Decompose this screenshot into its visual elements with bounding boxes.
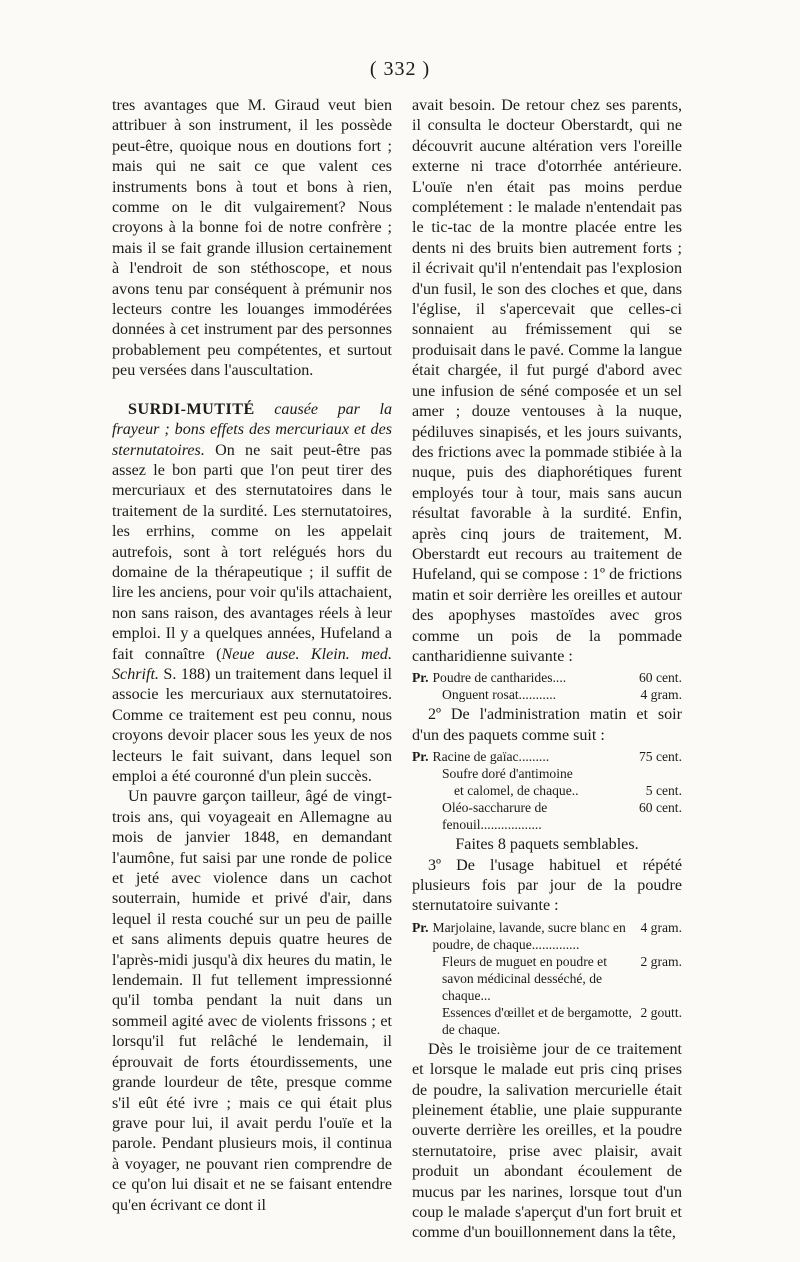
prescription-line: Soufre doré d'antimoine [442, 766, 573, 782]
paragraph-second-step: 2º De l'administration matin et soir d'un des paquets comme suit : [412, 706, 682, 744]
page-number: ( 332 ) [369, 58, 431, 80]
prescription-pommade [412, 669, 682, 703]
prescription-paquets [412, 748, 682, 833]
article-subtitle: causée par la frayeur ; bons effets des mercuriaux et des sternutatoires. [112, 400, 392, 459]
prescription-line: Pr. Racine de gaïac......... 75 cent. [412, 749, 682, 765]
paragraph-stethoscope-end: tres avantages que M. Giraud veut bien attribuer à son instrument, il les possède peut-être, quoique nous en doutions fort ; mais qui ne sait ce que valent ces instruments bons à tout et bons à rien, comme on le dit vulgairement? Nous croyons à la bonne foi de notre confrère ; mais il se fait grande illusion certainement à l'endroit de son stéthoscope, et nous avons tenu par conséquent à prémunir nos lecteurs contre les louanges immodérées données à cet instrument par des personnes probablement peu compétentes, et surtout peu versées dans l'auscultation. [112, 97, 392, 380]
prescription-line: et calomel, de chaque.. 5 cent. [454, 783, 682, 799]
prescription-line: Essences d'œillet et de bergamotte, de chaque. 2 goutt. [442, 1004, 682, 1037]
prescription-line: Pr. Marjolaine, lavande, sucre blanc en poudre, de chaque.............. 4 gram. [412, 919, 682, 952]
article-intro-text-continued: S. 188) un traitement dans lequel il associe les mercuriaux aux sternutatoires. Comme ce traitement est peu connu, nous croyons devoir placer sous les yeux de nos lecteurs le fait suivant, dans lequel son emploi a été couronné d'un plein succès. [112, 665, 392, 785]
prescription-line: Oléo-saccharure de fenouil.................. 60 cent. [442, 800, 682, 833]
paragraph-surdi-mutite [112, 400, 392, 788]
left-column [112, 96, 392, 1216]
right-column [412, 96, 682, 1244]
prescription-line: Onguent rosat........... 4 gram. [442, 687, 682, 703]
paragraph-case-continued: avait besoin. De retour chez ses parents, il consulta le docteur Oberstardt, qui ne découvrit aucune altération vers l'oreille externe ni trace d'otorrhée antérieure. L'ouïe n'en était pas moins perdue complétement : le malade n'entendait pas le tic-tac de la montre placée entre les dents ni des bruits bien autrement forts ; il écrivait qu'il n'entendait pas l'explosion d'un fusil, le son des cloches et que, dans l'église, il s'apercevait que celles-ci sonnaient au frémissement qui se produisait dans le pavé. Comme la langue était chargée, il fut purgé d'abord avec une infusion de séné composée et un sel amer ; douze ventouses à la nuque, pédiluves sinapisés, et les jours suivants, des frictions avec la pommade stibiée à la nuque, puis des diaphorétiques furent employés tour à tour, mais sans aucun résultat favorable à la surdité. Enfin, après cinq jours de traitement, M. Oberstardt eut recours au traitement de Hufeland, qui se compose : 1º de frictions matin et soir derrière les oreilles et autour des apophyses mastoïdes avec gros comme un pois de la pommade cantharidienne suivante : [412, 97, 682, 665]
article-intro-text: On ne sait peut-être pas assez le bon parti que l'on peut tirer des mercuriaux et des sternutatoires dans le traitement de la surdité. Les sternutatoires, les errhins, comme on les appelait autrefois, sont à tort relégués hors du domaine de la thérapeutique ; il suffit de lire les anciens, pour voir qu'ils attachaient, non sans raison, des avantages réels à leur emploi. Il y a quelques années, Hufeland a fait connaître ( [112, 441, 392, 663]
prescription-poudre [412, 919, 682, 1038]
article-headword: SURDI-MUTITÉ [128, 400, 255, 418]
paragraph-outcome: Dès le troisième jour de ce traitement et lorsque le malade eut pris cinq prises de poudre, la salivation mercurielle était pleinement établie, une plaie suppurante ouverte derrière les oreilles, et la poudre sternutatoire, prise avec plaisir, avait produit un abondant écoulement de mucus par les narines, lorsque tout d'un coup le malade s'aperçut d'un fort bruit et comme d'un bouillonnement dans la tête, [412, 1040, 682, 1242]
paragraph-third-step: 3º De l'usage habituel et répété plusieurs fois par jour de la poudre sternutatoire suivante : [412, 856, 682, 915]
paquets-instruction: Faites 8 paquets semblables. [455, 836, 639, 854]
prescription-line: Pr. Poudre de cantharides.... 60 cent. [412, 670, 682, 686]
prescription-line: Fleurs de muguet en poudre et savon médicinal desséché, de chaque... 2 gram. [442, 953, 682, 1003]
reference-title: Neue ause. Klein. med. Schrift. [112, 645, 392, 683]
paragraph-case-history: Un pauvre garçon tailleur, âgé de vingt-trois ans, qui voyageait en Allemagne au mois de janvier 1848, en demandant l'aumône, fut saisi par une ronde de police et jeté avec violence dans un cachot souterrain, humide et privé d'air, dans lequel il resta couché sur un peu de paille et sans aliments depuis quatre heures de l'après-midi jusqu'à dix heures du matin, le lendemain. Il fut tellement impressionné qu'il tomba pendant la nuit dans un sommeil agité avec de violents frissons ; et lorsqu'il fut relâché le lendemain, il éprouvait de forts étourdissements, une grande lourdeur de tête, presque comme s'il eût été ivre ; mais ce qui était plus grave pour lui, il avait perdu l'ouïe et la parole. Pendant plusieurs mois, il continua à voyager, ne pouvant rien comprendre de ce qu'on lui disait et ne se faisant entendre qu'en écrivant ce dont il [112, 788, 392, 1214]
